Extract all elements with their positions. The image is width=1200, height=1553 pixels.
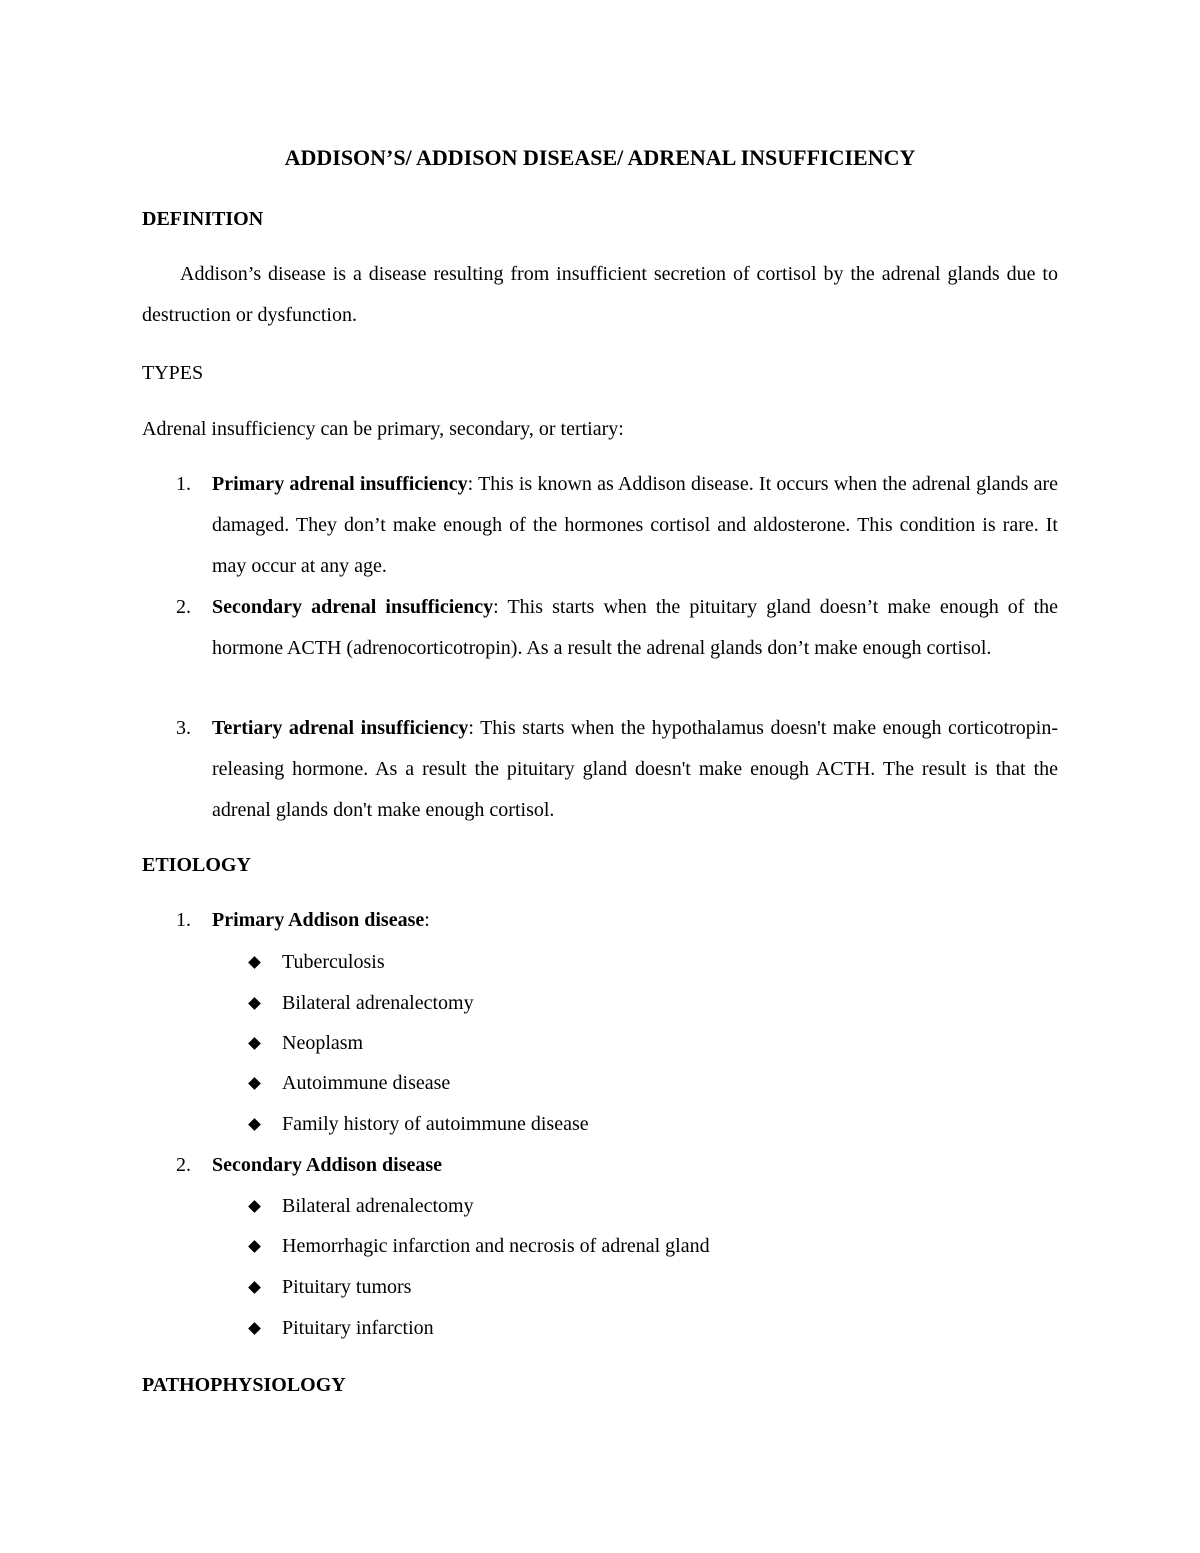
diamond-bullet-icon [248,956,261,969]
types-intro: Adrenal insufficiency can be primary, secondary, or tertiary: [142,418,624,440]
list-item: Pituitary infarction [245,1314,434,1342]
definition-heading: DEFINITION [142,208,264,230]
list-number: 1. [176,473,191,495]
etiology-term-suffix: : [424,909,430,931]
type-term: Tertiary adrenal insufficiency [212,717,469,739]
list-item: Bilateral adrenalectomy [245,989,474,1017]
diamond-bullet-icon [248,1118,261,1131]
list-item: Family history of autoimmune disease [245,1110,589,1138]
pathophysiology-heading: PATHOPHYSIOLOGY [142,1374,346,1396]
types-heading: TYPES [142,362,204,384]
etiology-group-secondary [142,1145,1058,1186]
diamond-bullet-icon [248,1037,261,1050]
document-title: ADDISON’S/ ADDISON DISEASE/ ADRENAL INSUFFICIENCY [284,145,916,170]
list-item: Tuberculosis [245,948,385,976]
definition-text: Addison’s disease is a disease resulting from insufficient secretion of cortisol by the adrenal glands due to destruction or dysfunction. [142,263,1058,326]
diamond-bullet-icon [248,1281,261,1294]
list-number: 2. [176,1154,191,1176]
types-item-primary [142,464,1058,587]
diamond-bullet-icon [248,997,261,1010]
list-item: Autoimmune disease [245,1069,450,1097]
type-term: Secondary adrenal insufficiency [212,596,494,618]
list-number: 3. [176,717,191,739]
diamond-bullet-icon [248,1077,261,1090]
list-item: Neoplasm [245,1029,363,1057]
etiology-group-primary [142,900,1058,941]
etiology-heading: ETIOLOGY [142,854,251,876]
list-item: Bilateral adrenalectomy [245,1192,474,1220]
list-number: 2. [176,596,191,618]
type-description: : This starts when the hypothalamus doesn't make enough corticotropin-releasing hormone. As a result the pituitary gland doesn't make enough ACTH. The result is that the adrenal glands don't make enough cortisol. [212,717,1058,821]
list-item: Pituitary tumors [245,1273,411,1301]
types-item-tertiary [142,708,1058,831]
etiology-term: Primary Addison disease [212,909,425,931]
diamond-bullet-icon [248,1200,261,1213]
list-number: 1. [176,909,191,931]
types-item-secondary [142,587,1058,669]
type-description: : This starts when the pituitary gland doesn’t make enough of the hormone ACTH (adrenocorticotropin). As a result the adrenal glands don’t make enough cortisol. [212,596,1058,659]
etiology-term: Secondary Addison disease [212,1154,443,1176]
type-description: : This is known as Addison disease. It occurs when the adrenal glands are damaged. They don’t make enough of the hormones cortisol and aldosterone. This condition is rare. It may occur at any age. [212,473,1059,577]
diamond-bullet-icon [248,1322,261,1335]
diamond-bullet-icon [248,1240,261,1253]
type-term: Primary adrenal insufficiency [212,473,468,495]
list-item: Hemorrhagic infarction and necrosis of adrenal gland [245,1232,710,1260]
